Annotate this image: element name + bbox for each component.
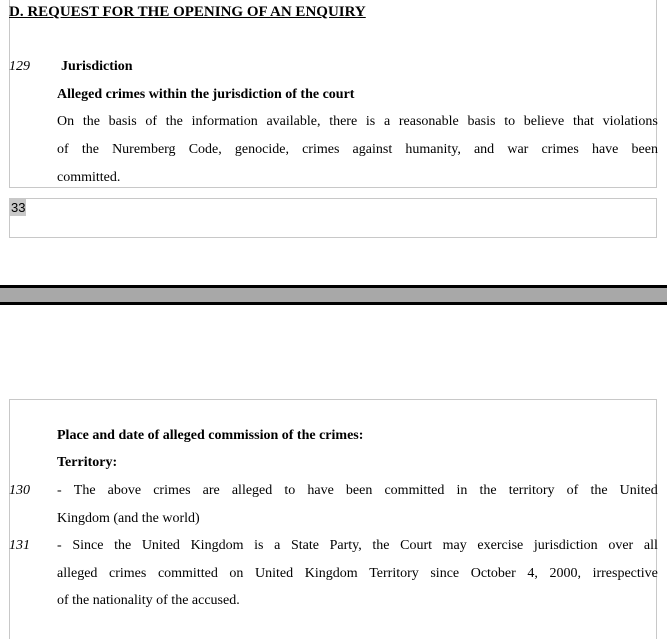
word: been	[631, 142, 658, 157]
word: have	[591, 142, 619, 157]
word: crimes	[541, 142, 579, 157]
word: the	[165, 114, 183, 129]
paragraph-number-131: 131	[9, 538, 30, 553]
alleged-crimes-subtitle: Alleged crimes within the jurisdiction of the court	[57, 87, 355, 102]
paragraph-line: committed.	[57, 170, 121, 185]
word: war	[507, 142, 529, 157]
word: Territory	[369, 566, 419, 581]
word: Since	[72, 538, 104, 553]
word: basis	[108, 114, 137, 129]
word: to	[284, 483, 296, 498]
word: On	[57, 114, 75, 129]
word: of	[145, 114, 158, 129]
word: genocide,	[234, 142, 289, 157]
word: alleged	[57, 566, 98, 581]
word: Code,	[188, 142, 222, 157]
word: basis	[467, 114, 496, 129]
word: Kingdom	[190, 538, 244, 553]
word: 2000,	[549, 566, 581, 581]
word: to	[504, 114, 516, 129]
word: October	[470, 566, 516, 581]
word: the	[81, 142, 99, 157]
word: crimes	[109, 566, 147, 581]
word: The	[73, 483, 96, 498]
word: crimes	[153, 483, 191, 498]
word: committed	[384, 483, 445, 498]
word: -	[57, 538, 62, 553]
word: since	[430, 566, 460, 581]
word: a	[383, 114, 391, 129]
word: territory	[508, 483, 555, 498]
word: 4,	[527, 566, 538, 581]
word: is	[365, 114, 376, 129]
word: irrespective	[592, 566, 658, 581]
word: and	[473, 142, 495, 157]
word: the	[114, 538, 132, 553]
page-break-separator	[0, 285, 667, 302]
word: been	[345, 483, 373, 498]
word: exercise	[477, 538, 524, 553]
word: of	[566, 483, 579, 498]
word: United	[141, 538, 180, 553]
word: reasonable	[398, 114, 459, 129]
word: a	[274, 538, 281, 553]
page-number: 33	[11, 200, 26, 215]
territory-subheading: Territory:	[57, 455, 118, 470]
paragraph-line	[57, 142, 658, 158]
paragraph-line	[57, 114, 658, 130]
word: all	[643, 538, 658, 553]
word: on	[229, 566, 244, 581]
word: Party,	[329, 538, 362, 553]
word: are	[202, 483, 220, 498]
word: the	[82, 114, 100, 129]
word: humanity,	[405, 142, 461, 157]
word: -	[57, 483, 62, 498]
paragraph-line	[57, 538, 658, 554]
paragraph-line: of the nationality of the accused.	[57, 593, 240, 608]
jurisdiction-title: Jurisdiction	[61, 59, 133, 74]
word: United	[619, 483, 658, 498]
word: the	[372, 538, 390, 553]
paragraph-line: Kingdom (and the world)	[57, 511, 200, 526]
word: of	[57, 142, 69, 157]
word: United	[255, 566, 294, 581]
word: is	[254, 538, 264, 553]
word: there	[329, 114, 358, 129]
word: violations	[602, 114, 658, 129]
word: jurisdiction	[533, 538, 598, 553]
page-break-line	[0, 302, 667, 305]
word: crimes	[302, 142, 340, 157]
word: Court	[400, 538, 433, 553]
paragraph-number-129: 129	[9, 59, 30, 74]
place-date-heading: Place and date of alleged commission of the crimes:	[57, 428, 364, 443]
word: the	[590, 483, 608, 498]
paragraph-number-130: 130	[9, 483, 30, 498]
word: available,	[266, 114, 321, 129]
word: alleged	[231, 483, 273, 498]
word: Nuremberg	[112, 142, 176, 157]
word: State	[290, 538, 319, 553]
paragraph-line	[57, 483, 658, 499]
section-heading: D. REQUEST FOR THE OPENING OF AN ENQUIRY	[9, 4, 366, 20]
word: in	[456, 483, 468, 498]
word: Kingdom	[304, 566, 358, 581]
paragraph-line	[57, 566, 658, 582]
page-footer	[9, 198, 657, 238]
word: the	[479, 483, 497, 498]
word: may	[442, 538, 467, 553]
word: believe	[523, 114, 565, 129]
word: against	[352, 142, 393, 157]
word: information	[191, 114, 258, 129]
word: above	[107, 483, 142, 498]
word: over	[608, 538, 634, 553]
word: have	[307, 483, 334, 498]
word: that	[572, 114, 594, 129]
word: committed	[157, 566, 218, 581]
